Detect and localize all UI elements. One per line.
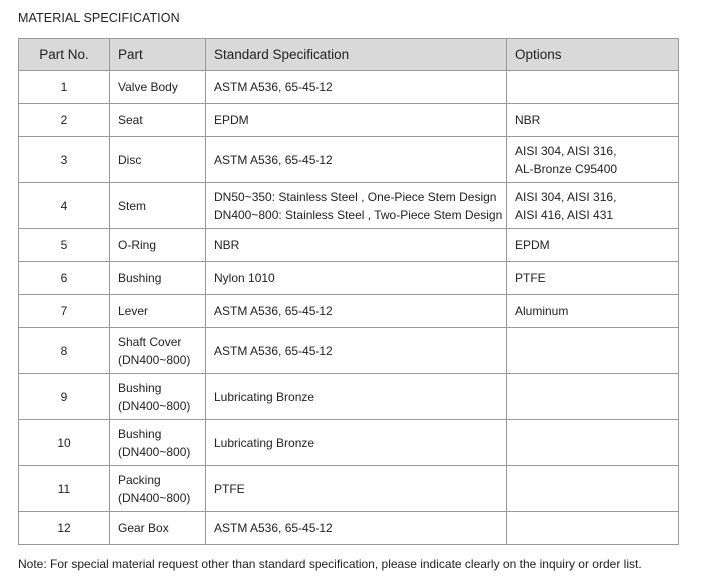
options-cell — [507, 71, 679, 104]
part-cell-line: Valve Body — [118, 80, 178, 94]
part-cell — [110, 512, 206, 545]
standard-spec-cell — [206, 374, 507, 420]
part-no-cell: 5 — [19, 229, 110, 262]
options-cell — [507, 104, 679, 137]
part-cell-line: Disc — [118, 152, 142, 167]
standard-spec-cell — [206, 71, 507, 104]
part-cell-line: (DN400~800) — [118, 398, 191, 413]
standard-spec-cell-line: ASTM A536, 65-45-12 — [214, 80, 333, 94]
options-cell — [507, 420, 679, 466]
options-cell-line: PTFE — [515, 271, 546, 285]
standard-spec-cell-line: ASTM A536, 65-45-12 — [214, 152, 333, 167]
table-row — [19, 328, 679, 374]
standard-spec-cell — [206, 466, 507, 512]
standard-spec-cell — [206, 104, 507, 137]
part-no-cell: 9 — [19, 374, 110, 420]
footnote: Note: For special material request other than standard specification, please indicate clearly on the inquiry or order list. — [18, 557, 642, 571]
standard-spec-cell-line: DN50~350: Stainless Steel , One-Piece Stem Design — [214, 189, 497, 204]
part-cell-line: (DN400~800) — [118, 444, 191, 459]
table-row — [19, 512, 679, 545]
part-cell — [110, 104, 206, 137]
standard-spec-cell — [206, 183, 507, 229]
part-cell — [110, 137, 206, 183]
table-row — [19, 295, 679, 328]
column-header-standard-specification: Standard Specification — [206, 39, 507, 71]
part-no-cell: 4 — [19, 183, 110, 229]
part-cell — [110, 295, 206, 328]
options-cell — [507, 262, 679, 295]
column-header-part-no: Part No. — [19, 39, 110, 71]
part-cell — [110, 328, 206, 374]
standard-spec-cell-line: Nylon 1010 — [214, 271, 275, 285]
part-no-cell: 2 — [19, 104, 110, 137]
table-row — [19, 183, 679, 229]
part-cell-line: Bushing — [118, 380, 162, 395]
part-cell-line: Packing — [118, 472, 161, 487]
options-cell-line: AL-Bronze C95400 — [515, 161, 618, 176]
standard-spec-cell — [206, 420, 507, 466]
options-cell — [507, 328, 679, 374]
options-cell — [507, 229, 679, 262]
table-row — [19, 262, 679, 295]
table-row — [19, 374, 679, 420]
table-body — [19, 71, 679, 545]
standard-spec-cell-line: ASTM A536, 65-45-12 — [214, 343, 333, 358]
part-cell — [110, 420, 206, 466]
part-no-cell: 12 — [19, 512, 110, 545]
table-row — [19, 229, 679, 262]
part-cell — [110, 71, 206, 104]
options-cell-line: NBR — [515, 113, 541, 127]
page-title: MATERIAL SPECIFICATION — [18, 11, 180, 25]
standard-spec-cell-line: DN400~800: Stainless Steel , Two-Piece Stem Design — [214, 207, 503, 222]
part-no-cell: 10 — [19, 420, 110, 466]
part-cell — [110, 229, 206, 262]
part-no-cell: 11 — [19, 466, 110, 512]
table-row — [19, 104, 679, 137]
part-no-cell: 6 — [19, 262, 110, 295]
options-cell — [507, 512, 679, 545]
standard-spec-cell — [206, 262, 507, 295]
standard-spec-cell-line: ASTM A536, 65-45-12 — [214, 304, 333, 318]
part-cell-line: Gear Box — [118, 521, 169, 535]
standard-spec-cell — [206, 137, 507, 183]
standard-spec-cell-line: ASTM A536, 65-45-12 — [214, 521, 333, 535]
standard-spec-cell — [206, 295, 507, 328]
standard-spec-cell — [206, 229, 507, 262]
part-cell-line: O-Ring — [118, 238, 157, 252]
column-header-options: Options — [507, 39, 679, 71]
options-cell — [507, 466, 679, 512]
options-cell-line: AISI 304, AISI 316, — [515, 143, 617, 158]
part-cell-line: Seat — [118, 113, 143, 127]
standard-spec-cell-line: Lubricating Bronze — [214, 389, 315, 404]
standard-spec-cell-line: Lubricating Bronze — [214, 435, 315, 450]
options-cell — [507, 374, 679, 420]
table-row — [19, 420, 679, 466]
part-cell — [110, 262, 206, 295]
material-spec-table — [18, 38, 679, 545]
table-row — [19, 71, 679, 104]
table-row — [19, 137, 679, 183]
part-no-cell: 1 — [19, 71, 110, 104]
part-cell-line: Shaft Cover — [118, 334, 182, 349]
part-cell-line: (DN400~800) — [118, 352, 191, 367]
options-cell-line: AISI 416, AISI 431 — [515, 207, 614, 222]
standard-spec-cell-line: NBR — [214, 238, 240, 252]
part-cell-line: Bushing — [118, 426, 162, 441]
table-row — [19, 466, 679, 512]
part-cell — [110, 374, 206, 420]
part-cell — [110, 466, 206, 512]
part-no-cell: 8 — [19, 328, 110, 374]
part-cell-line: Stem — [118, 198, 147, 213]
options-cell-line: AISI 304, AISI 316, — [515, 189, 617, 204]
standard-spec-cell — [206, 512, 507, 545]
part-cell-line: Bushing — [118, 271, 162, 285]
standard-spec-cell-line: PTFE — [214, 481, 245, 496]
options-cell-line: Aluminum — [515, 304, 569, 318]
options-cell — [507, 183, 679, 229]
options-cell-line: EPDM — [515, 238, 550, 252]
part-cell-line: (DN400~800) — [118, 490, 191, 505]
options-cell — [507, 137, 679, 183]
column-header-part: Part — [110, 39, 206, 71]
part-no-cell: 7 — [19, 295, 110, 328]
standard-spec-cell — [206, 328, 507, 374]
options-cell — [507, 295, 679, 328]
part-no-cell: 3 — [19, 137, 110, 183]
standard-spec-cell-line: EPDM — [214, 113, 249, 127]
table-header-row — [19, 39, 679, 71]
part-cell — [110, 183, 206, 229]
part-cell-line: Lever — [118, 304, 149, 318]
